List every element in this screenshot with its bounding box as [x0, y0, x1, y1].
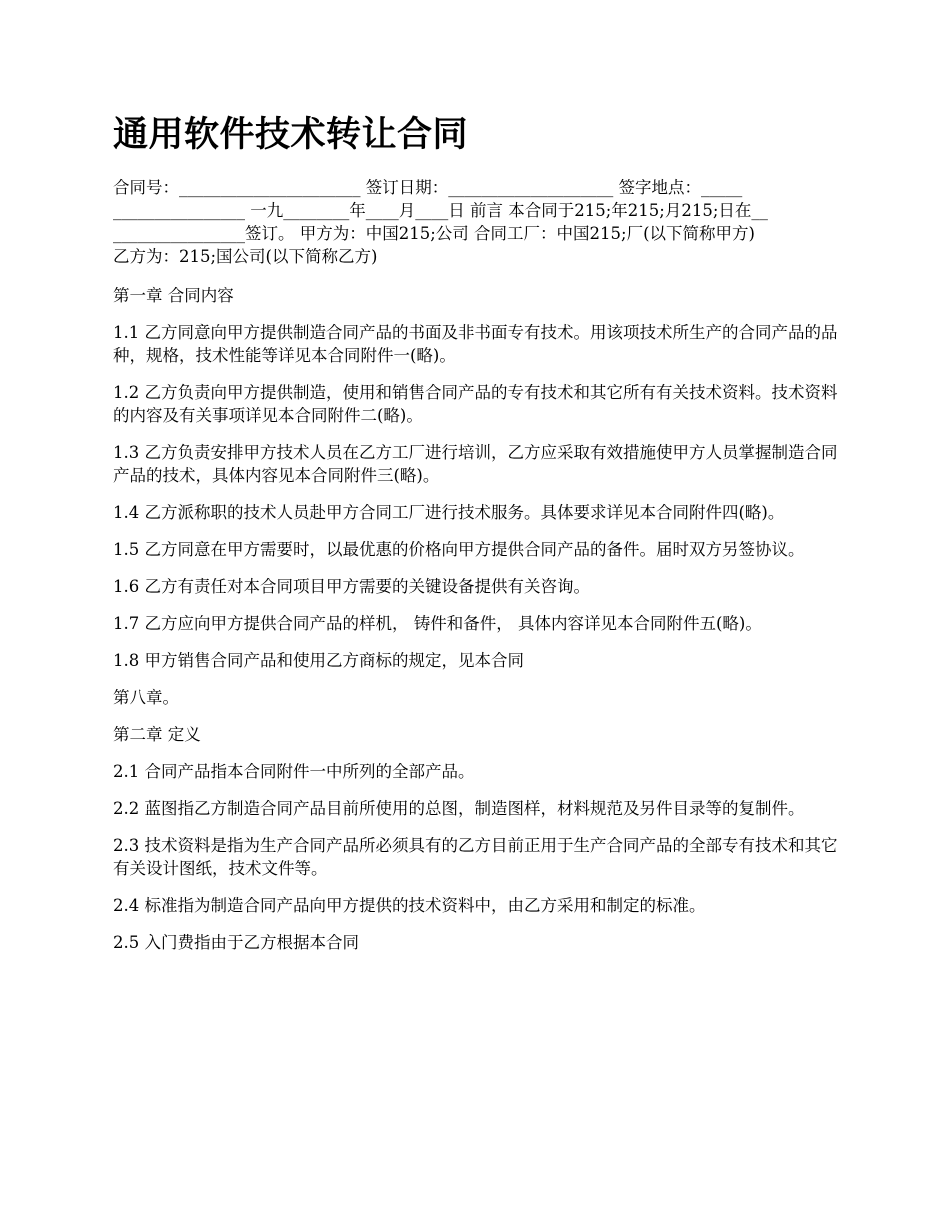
clause-paragraph: 1.5 乙方同意在甲方需要时，以最优惠的价格向甲方提供合同产品的备件。届时双方另签协议。 — [113, 540, 805, 559]
clause-paragraph: 1.1 乙方同意向甲方提供制造合同产品的书面及非书面专有技术。用该项技术所生产的合同产品的品种，规格，技术性能等详见本合同附件一(略)。 — [113, 323, 838, 365]
clause-paragraph: 1.3 乙方负责安排甲方技术人员在乙方工厂进行培训，乙方应采取有效措施使甲方人员掌握制造合同产品的技术，具体内容见本合同附件三(略)。 — [113, 443, 838, 485]
clause-paragraph: 2.1 合同产品指本合同附件一中所列的全部产品。 — [113, 762, 475, 781]
header-line: 乙方为：215;国公司(以下简称乙方) — [113, 247, 378, 266]
clause-paragraph: 1.8 甲方销售合同产品和使用乙方商标的规定，见本合同 — [113, 651, 524, 670]
clause-paragraph: 第八章。 — [113, 688, 179, 707]
clause-paragraph: 1.7 乙方应向甲方提供合同产品的样机， 铸件和备件， 具体内容详见本合同附件五(略)。 — [113, 614, 762, 633]
header-line: 合同号：______________________ 签订日期：____________________ 签字地点：_____ — [113, 178, 743, 197]
contract-header-block — [113, 176, 843, 268]
document-title: 通用软件技术转让合同 — [113, 114, 469, 155]
clause-paragraph: 1.6 乙方有责任对本合同项目甲方需要的关键设备提供有关咨询。 — [113, 577, 590, 596]
clause-paragraph: 2.5 入门费指由于乙方根据本合同 — [113, 933, 359, 952]
clause-paragraph: 1.2 乙方负责向甲方提供制造，使用和销售合同产品的专有技术和其它所有有关技术资料。技术资料的内容及有关事项详见本合同附件二(略)。 — [113, 383, 838, 425]
clause-paragraph: 2.2 蓝图指乙方制造合同产品目前所使用的总图，制造图样，材料规范及另件目录等的复制件。 — [113, 799, 805, 818]
chapter-heading: 第一章 合同内容 — [113, 286, 234, 305]
header-line: ________________ 一九________年____月____日 前言 本合同于215;年215;月215;日在__ — [113, 201, 768, 220]
header-line: ________________签订。 甲方为：中国215;公司 合同工厂：中国215;厂(以下简称甲方) — [113, 224, 755, 243]
document-page — [113, 112, 843, 968]
clause-paragraph: 2.4 标准指为制造合同产品向甲方提供的技术资料中，由乙方采用和制定的标准。 — [113, 896, 706, 915]
chapter-heading: 第二章 定义 — [113, 725, 201, 744]
clause-paragraph: 1.4 乙方派称职的技术人员赴甲方合同工厂进行技术服务。具体要求详见本合同附件四(略)。 — [113, 503, 785, 522]
clause-paragraph: 2.3 技术资料是指为生产合同产品所必须具有的乙方目前正用于生产合同产品的全部专有技术和其它有关设计图纸，技术文件等。 — [113, 836, 838, 878]
